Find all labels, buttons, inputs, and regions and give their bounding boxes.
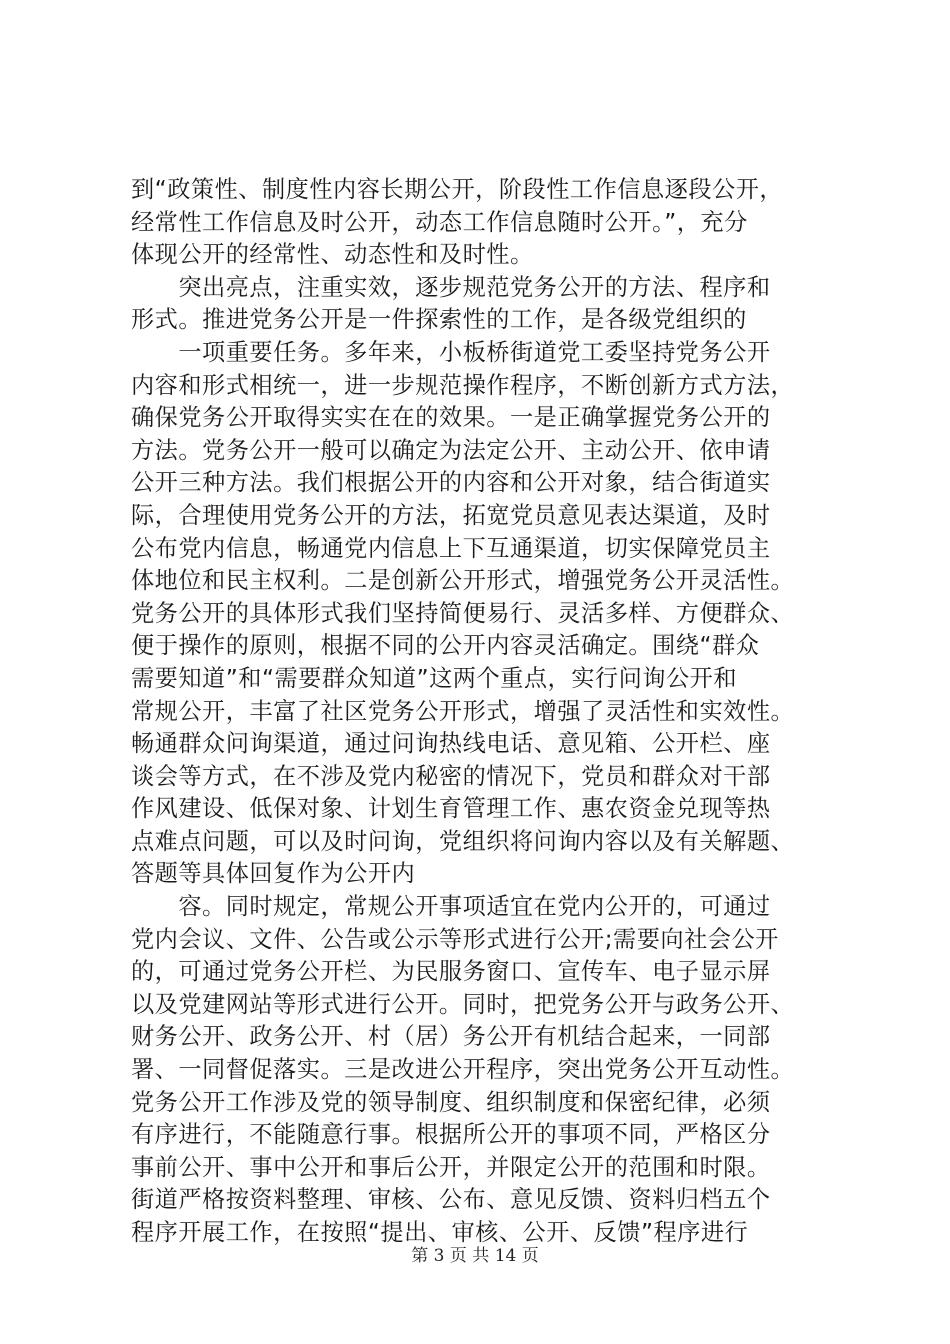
text-line: 一项重要任务。多年来，小板桥街道党工委坚持党务公开 (131, 338, 771, 366)
body-text (131, 174, 847, 1250)
text-line: 街道严格按资料整理、审核、公布、意见反馈、资料归档五个 (131, 1186, 771, 1214)
text-line: 党内会议、文件、公告或公示等形式进行公开;需要向社会公开 (131, 925, 779, 953)
text-line: 点难点问题，可以及时问询，党组织将问询内容以及有关解题、 (131, 827, 795, 855)
text-line: 财务公开、政务公开、村（居）务公开有机结合起来，一同部 (131, 1023, 771, 1051)
text-line: 谈会等方式，在不涉及党内秘密的情况下，党员和群众对干部 (131, 762, 771, 790)
text-line: 经常性工作信息及时公开，动态工作信息随时公开。”，充分 (131, 208, 748, 236)
text-line: 以及党建网站等形式进行公开。同时，把党务公开与政务公开、 (131, 990, 795, 1018)
text-line: 突出亮点，注重实效，逐步规范党务公开的方法、程序和 (131, 273, 771, 301)
text-line: 容。同时规定，常规公开事项适宜在党内公开的，可通过 (131, 893, 771, 921)
text-line: 畅通群众问询渠道，通过问询热线电话、意见箱、公开栏、座 (131, 730, 771, 758)
text-line: 需要知道”和“需要群众知道”这两个重点，实行问询公开和 (131, 664, 738, 692)
page-footer: 第 3 页 共 14 页 (411, 1246, 539, 1266)
text-line: 便于操作的原则，根据不同的公开内容灵活确定。围绕“群众 (131, 632, 760, 660)
text-line: 有序进行，不能随意行事。根据所公开的事项不同，严格区分 (131, 1121, 771, 1149)
text-line: 答题等具体回复作为公开内 (131, 860, 416, 888)
text-line: 方法。党务公开一般可以确定为法定公开、主动公开、依申请 (131, 436, 771, 464)
text-line: 党务公开工作涉及党的领导制度、组织制度和保密纪律，必须 (131, 1088, 771, 1116)
text-line: 署、一同督促落实。三是改进公开程序，突出党务公开互动性。 (131, 1056, 795, 1084)
text-line: 到“政策性、制度性内容长期公开，阶段性工作信息逐段公开， (131, 176, 784, 203)
text-line: 形式。推进党务公开是一件探索性的工作，是各级党组织的 (131, 306, 747, 334)
text-line: 常规公开，丰富了社区党务公开形式，增强了灵活性和实效性。 (131, 697, 795, 725)
text-line: 体现公开的经常性、动态性和及时性。 (131, 241, 534, 269)
text-line: 程序开展工作，在按照“提出、审核、公开、反馈”程序进行 (131, 1219, 749, 1246)
text-line: 作风建设、低保对象、计划生育管理工作、惠农资金兑现等热 (131, 795, 771, 823)
text-line: 事前公开、事中公开和事后公开，并限定公开的范围和时限。 (131, 1153, 771, 1181)
text-line: 体地位和民主权利。二是创新公开形式，增强党务公开灵活性。 (131, 567, 795, 595)
text-line: 党务公开的具体形式我们坚持简便易行、灵活多样、方便群众、 (131, 599, 795, 627)
text-line: 公开三种方法。我们根据公开的内容和公开对象，结合街道实 (131, 469, 771, 497)
text-line: 际，合理使用党务公开的方法，拓宽党员意见表达渠道，及时 (131, 501, 771, 529)
text-line: 公布党内信息，畅通党内信息上下互通渠道，切实保障党员主 (131, 534, 771, 562)
text-line: 内容和形式相统一，进一步规范操作程序，不断创新方式方法， (131, 371, 795, 399)
text-line: 确保党务公开取得实实在在的效果。一是正确掌握党务公开的 (131, 404, 771, 432)
text-line: 的，可通过党务公开栏、为民服务窗口、宣传车、电子显示屏 (131, 958, 771, 986)
